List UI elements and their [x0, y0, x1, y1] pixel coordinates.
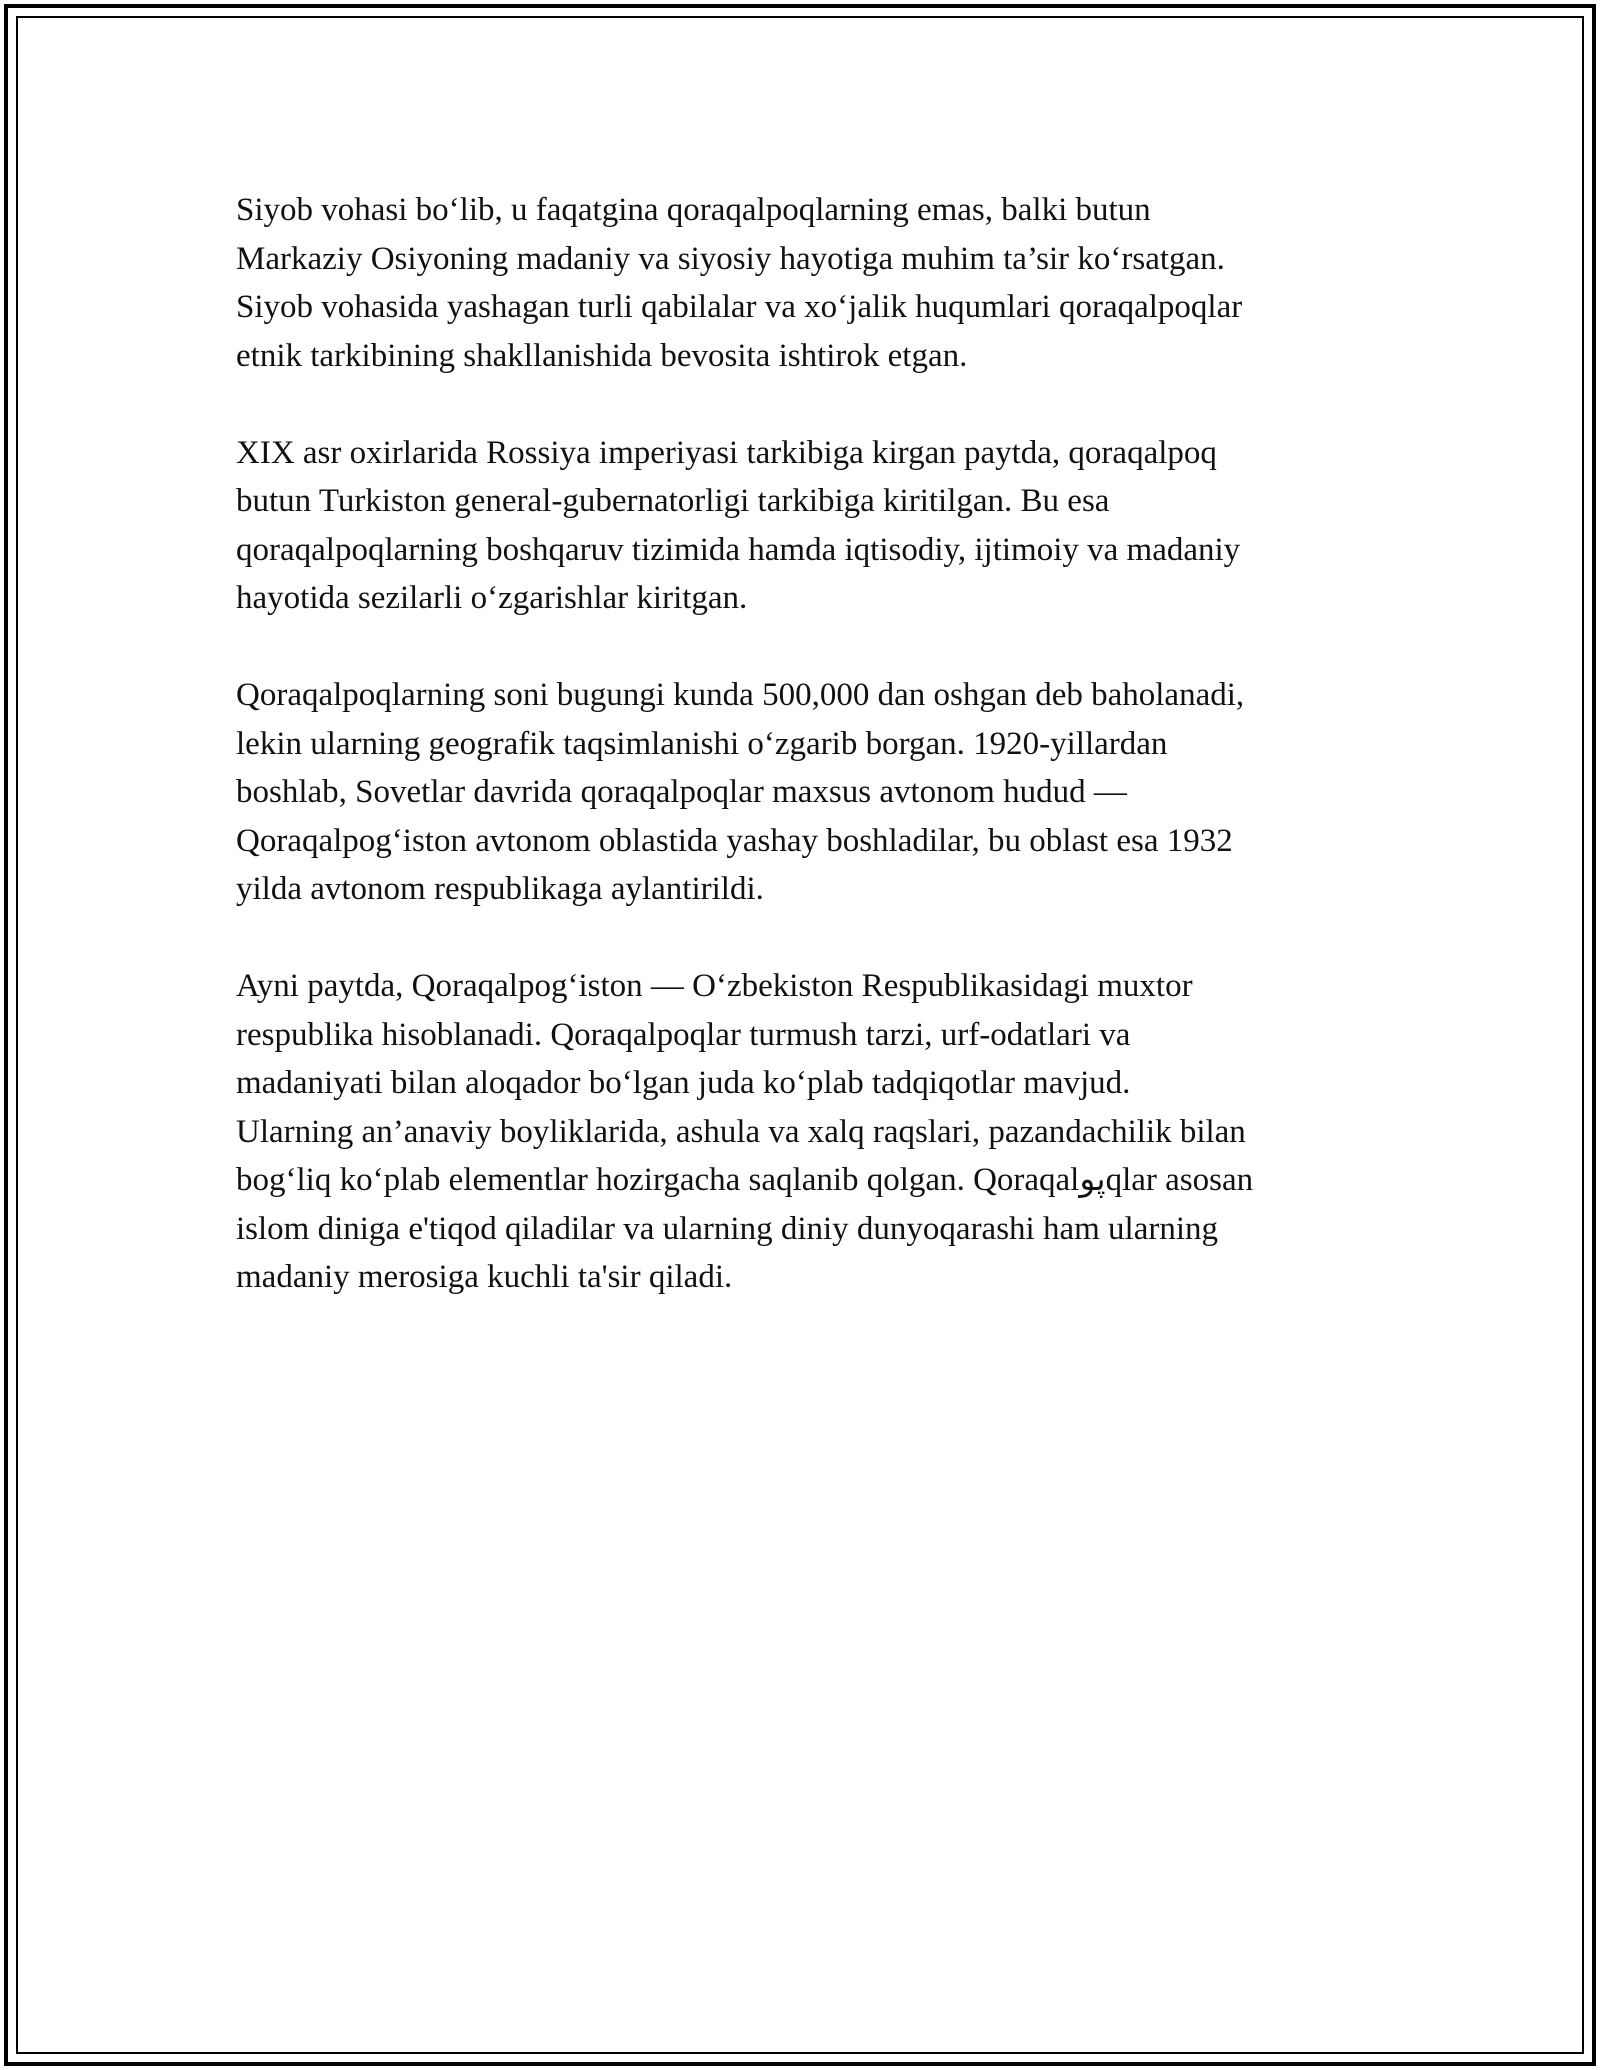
paragraph-3: Qoraqalpoqlarning soni bugungi kunda 500,000 dan oshgan deb baholanadi, lekin ularning geografik taqsimlanishi o‘zgarib borgan. 1920-yillardan boshlab, Sovetlar davrida qoraqalpoqlar maxsus avtonom hudud — Qoraqalpog‘iston avtonom oblastida yashay boshladilar, bu oblast esa 1932 yilda avtonom respublikaga aylantirildi. — [236, 677, 1245, 907]
paragraph-4: Ayni paytda, Qoraqalpog‘iston — O‘zbekiston Respublikasidagi muxtor respublika hisoblanadi. Qoraqalpoqlar turmush tarzi, urf-odatlari va madaniyati bilan aloqador bo‘lgan juda ko‘plab tadqiqotlar mavjud. Ularning an’anaviy boyliklarida, ashula va xalq raqslari, pazandachilik bilan bog‘liq ko‘plab elementlar hozirgacha saqlanib qolgan. Qoraqalپوqlar asosan islom diniga e'tiqod qiladilar va ularning diniy dunyoqarashi ham ularning madaniy merosiga kuchli ta'sir qiladi. — [236, 968, 1254, 1295]
document-body — [236, 186, 1386, 1350]
paragraph-2: XIX asr oxirlarida Rossiya imperiyasi tarkibiga kirgan paytda, qoraqalpoq butun Turkiston general-gubernatorligi tarkibiga kiritilgan. Bu esa qoraqalpoqlarning boshqaruv tizimida hamda iqtisodiy, ijtimoiy va madaniy hayotida sezilarli o‘zgarishlar kiritgan. — [236, 434, 1241, 616]
paragraph-1: Siyob vohasi bo‘lib, u faqatgina qoraqalpoqlarning emas, balki butun Markaziy Osiyoning madaniy va siyosiy hayotiga muhim ta’sir ko‘rsatgan. Siyob vohasida yashagan turli qabilalar va xo‘jalik huqumlari qoraqalpoqlar etnik tarkibining shakllanishida bevosita ishtirok etgan. — [236, 192, 1243, 374]
